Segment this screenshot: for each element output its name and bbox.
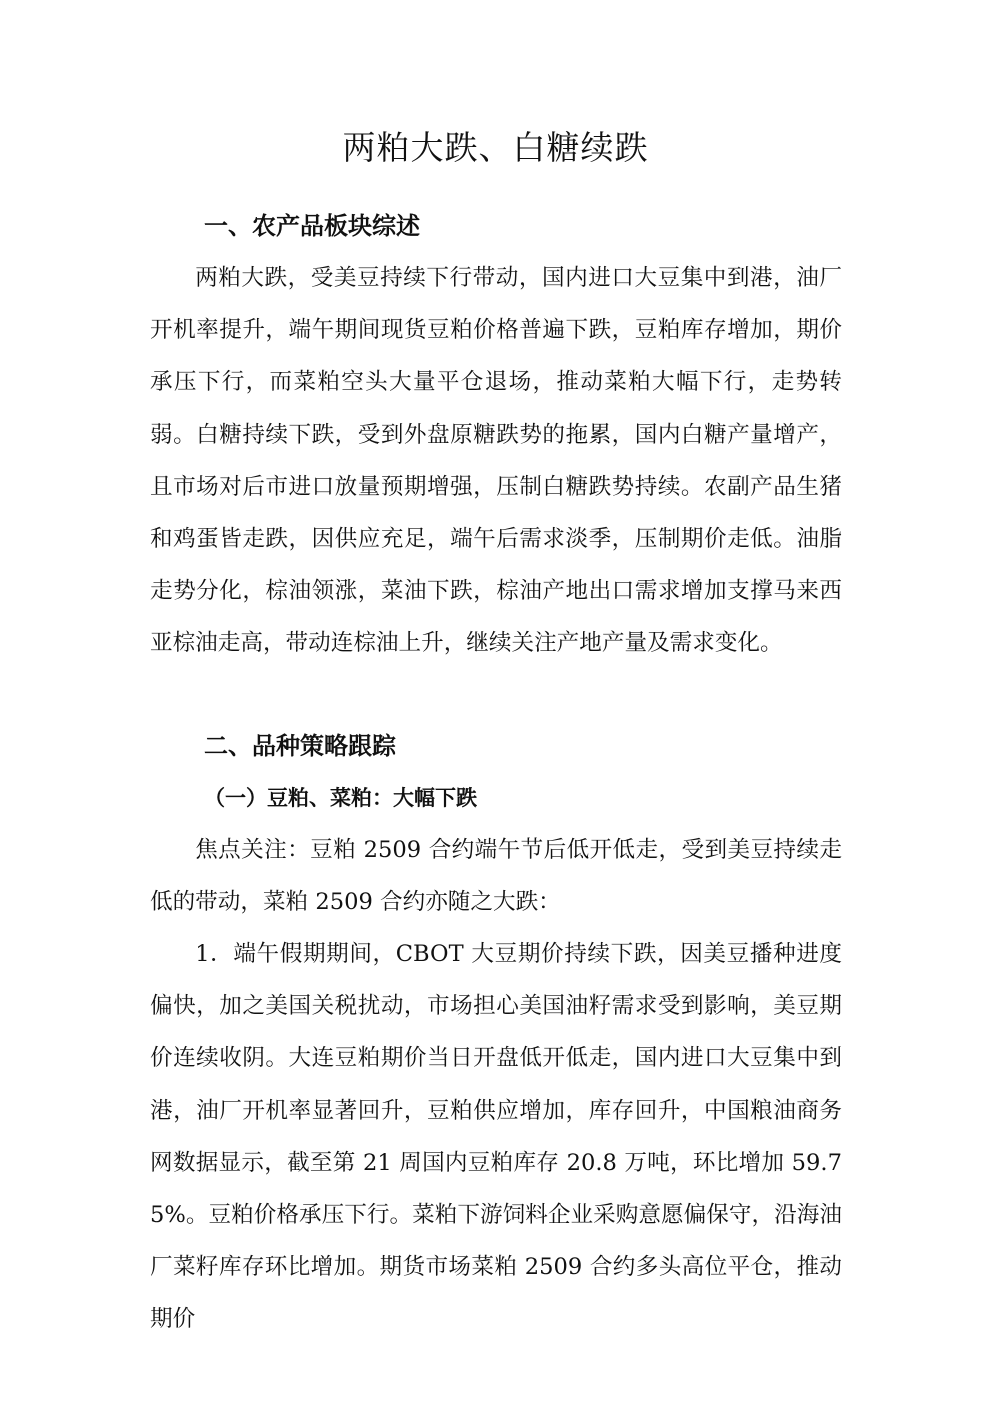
section-heading-strategy: 二、品种策略跟踪 — [204, 731, 396, 760]
focus-paragraph: 焦点关注：豆粕 2509 合约端午节后低开低走，受到美豆持续走低的带动，菜粕 2509 合约亦随之大跌： — [150, 837, 842, 916]
subsection-heading-meal: （一）豆粕、菜粕：大幅下跌 — [204, 785, 477, 810]
section-heading-overview: 一、农产品板块综述 — [204, 211, 420, 240]
overview-paragraph: 两粕大跌，受美豆持续下行带动，国内进口大豆集中到港，油厂开机率提升，端午期间现货豆粕价格普遍下跌，豆粕库存增加，期价承压下行，而菜粕空头大量平仓退场，推动菜粕大幅下行，走势转弱。白糖持续下跌，受到外盘原糖跌势的拖累，国内白糖产量增产，且市场对后市进口放量预期增强，压制白糖跌势持续。农副产品生猪和鸡蛋皆走跌，因供应充足，端午后需求淡季，压制期价走低。油脂走势分化，棕油领涨，菜油下跌，棕油产地出口需求增加支撑马来西亚棕油走高，带动连棕油上升，继续关注产地产量及需求变化。 — [150, 265, 842, 657]
document-title: 两粕大跌、白糖续跌 — [342, 128, 649, 167]
point-1-paragraph: 1．端午假期期间，CBOT 大豆期价持续下跌，因美豆播种进度偏快，加之美国关税扰动，市场担心美国油籽需求受到影响，美豆期价连续收阴。大连豆粕期价当日开盘低开低走，国内进口大豆集中到港，油厂开机率显著回升，豆粕供应增加，库存回升，中国粮油商务网数据显示，截至第 21 周国内豆粕库存 20.8 万吨，环比增加 59.75%。豆粕价格承压下行。菜粕下游饲料企业采购意愿偏保守，沿海油厂菜籽库存环比增加。期货市场菜粕 2509 合约多头高位平仓，推动期价 — [150, 941, 842, 1333]
